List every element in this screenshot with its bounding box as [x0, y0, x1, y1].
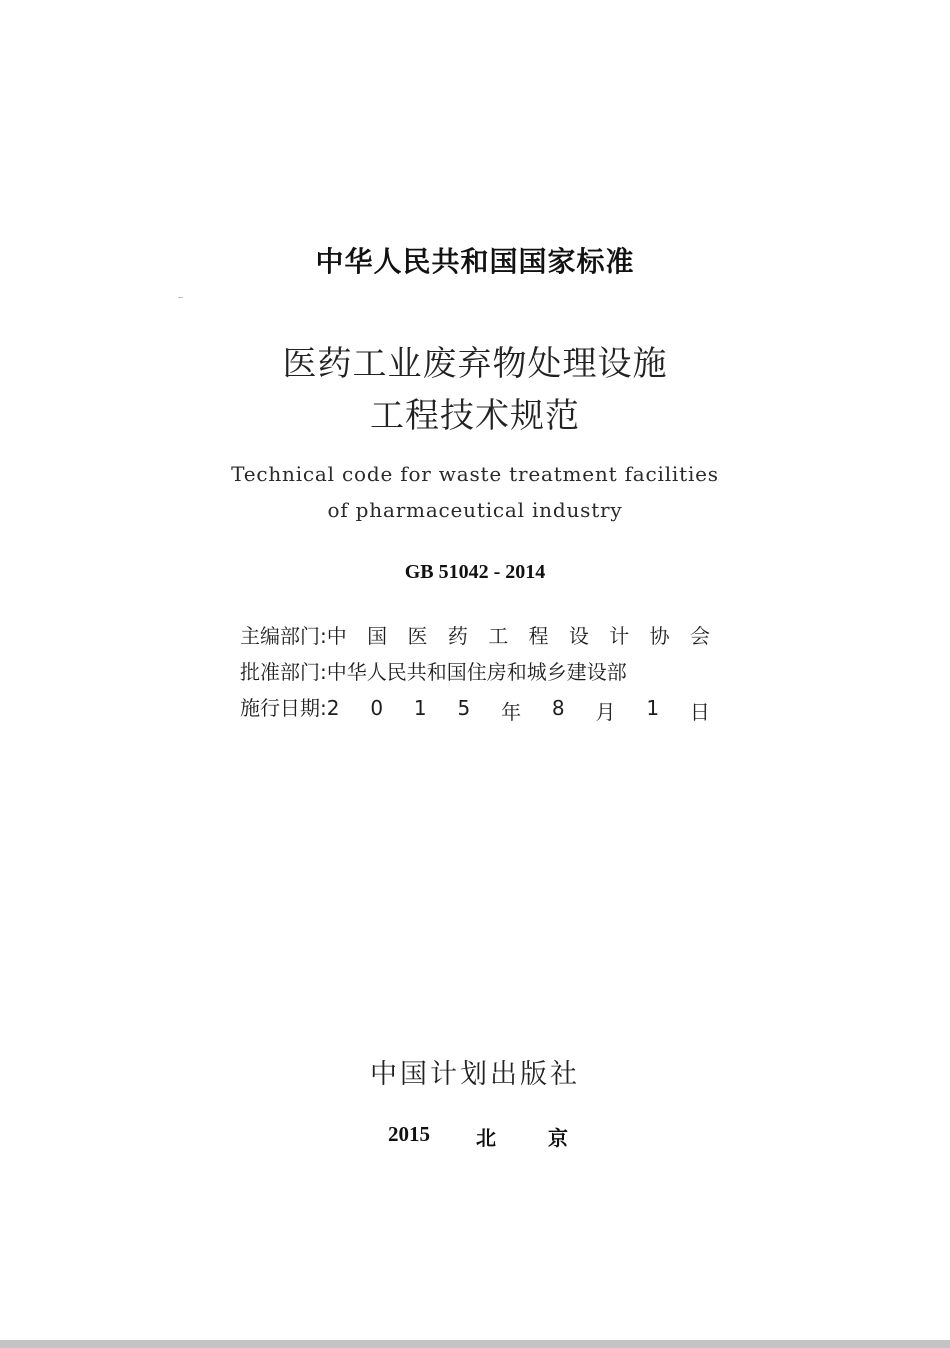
editor-char: 国: [367, 624, 388, 648]
editor-row: [240, 620, 710, 656]
approver-value: 中华人民共和国住房和城乡建设部: [326, 660, 627, 684]
editor-char: 工: [488, 624, 509, 648]
date-char: 日: [689, 700, 710, 724]
date-char: 1: [646, 696, 660, 720]
editor-char: 程: [528, 624, 549, 648]
city-char: 京: [548, 1126, 568, 1150]
standard-code: GB 51042 - 2014: [404, 561, 546, 583]
editor-char: 会: [689, 624, 710, 648]
publication-year: 2015: [388, 1122, 430, 1146]
approver-row: [240, 656, 710, 692]
effective-date-label: 施行日期:: [240, 696, 327, 720]
title-zh-line-2: 工程技术规范: [370, 396, 580, 436]
editor-value: [327, 620, 710, 649]
effective-date-value: [327, 696, 710, 725]
scan-speck: [178, 297, 183, 298]
editor-char: 设: [568, 624, 589, 648]
date-char: 年: [501, 700, 522, 724]
publication-city: [476, 1122, 568, 1151]
publication-place: [388, 1122, 568, 1151]
editor-char: 计: [609, 624, 630, 648]
effective-date-row: [240, 692, 710, 728]
date-char: 0: [370, 696, 384, 720]
date-char: 1: [413, 696, 427, 720]
title-zh-line-1: 医药工业废弃物处理设施: [282, 344, 668, 384]
national-standard-heading: 中华人民共和国国家标准: [315, 245, 635, 278]
standard-info-block: [240, 620, 710, 728]
date-char: 2: [326, 696, 340, 720]
editor-char: 医: [407, 624, 428, 648]
editor-char: 中: [326, 624, 347, 648]
title-en-line-1: Technical code for waste treatment facilities: [231, 462, 719, 486]
title-en-line-2: of pharmaceutical industry: [327, 498, 623, 522]
editor-char: 协: [649, 624, 670, 648]
date-char: 5: [457, 696, 471, 720]
publisher-name: 中国计划出版社: [370, 1059, 580, 1090]
approver-label: 批准部门:: [240, 660, 327, 684]
editor-label: 主编部门:: [240, 624, 327, 648]
date-char: 月: [595, 700, 616, 724]
date-char: 8: [551, 696, 565, 720]
city-char: 北: [476, 1126, 496, 1150]
bottom-border: [0, 1340, 950, 1348]
editor-char: 药: [447, 624, 468, 648]
